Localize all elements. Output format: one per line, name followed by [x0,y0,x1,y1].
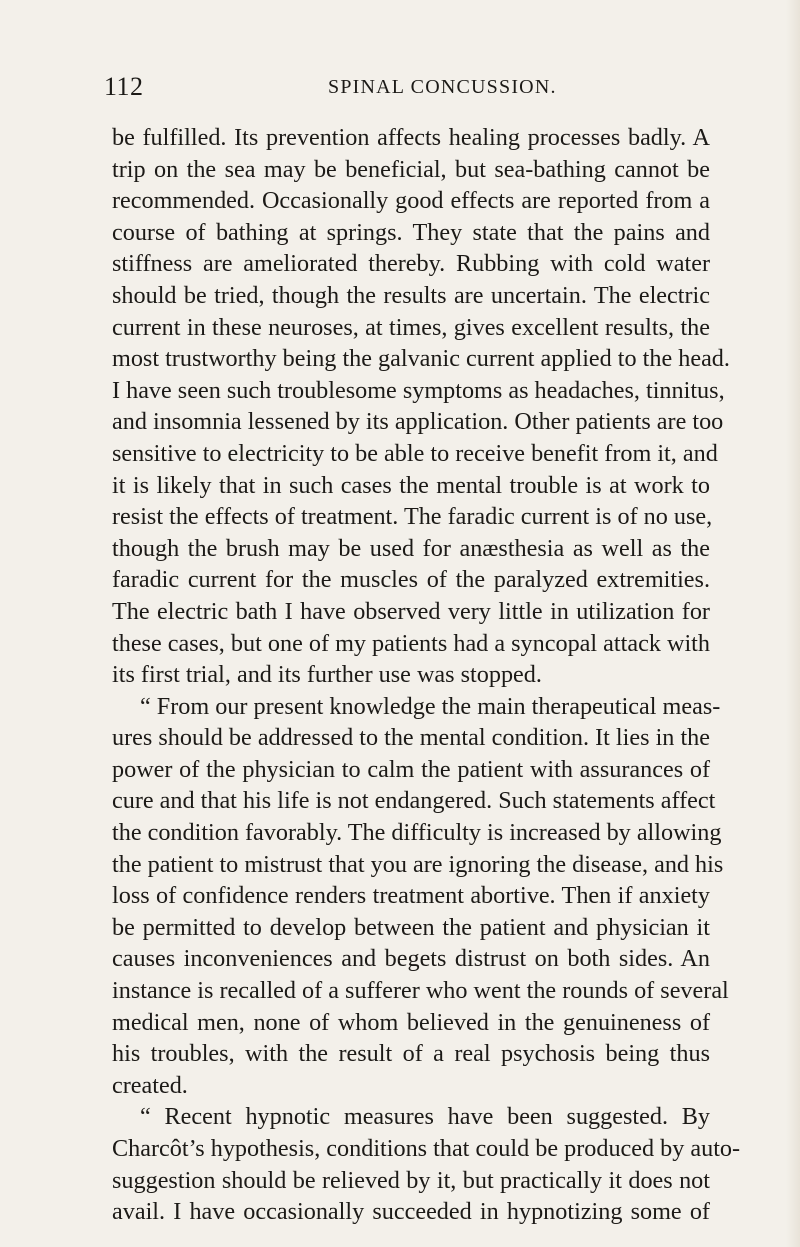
text-line: Charcôt’s hypothesis, conditions that could be produced by auto- [112,1135,741,1162]
text-line: resist the effects of treatment. The faradic current is of no use, [112,503,713,531]
text-line: avail. I have occasionally succeeded in hypnotizing some of [112,1198,710,1226]
text-line: most trustworthy being the galvanic current applied to the head. [112,345,730,373]
text-line: recommended. Occasionally good effects are reported from a [112,187,710,215]
page-number: 112 [104,72,144,101]
text-line: loss of confidence renders treatment abortive. Then if anxiety [112,882,710,910]
page-header [104,72,704,108]
text-line: power of the physician to calm the patient with assurances of [112,755,710,783]
text-line: sensitive to electricity to be able to receive benefit from it, and [112,439,718,467]
text-line: suggestion should be relieved by it, but practically it does not [112,1166,710,1194]
text-line: created. [112,1071,188,1099]
text-line: faradic current for the muscles of the paralyzed extremities. [112,566,710,594]
text-line: instance is recalled of a sufferer who went the rounds of several [112,977,729,1005]
text-line: “ From our present knowledge the main therapeutical meas- [140,692,721,720]
text-line: it is likely that in such cases the mental trouble is at work to [112,471,710,499]
text-line: be permitted to develop between the patient and physician it [112,913,710,941]
text-line: stiffness are ameliorated thereby. Rubbing with cold water [112,250,710,278]
running-head: SPINAL CONCUSSION. [328,76,557,98]
text-line: should be tried, though the results are uncertain. The electric [112,281,710,309]
text-line: medical men, none of whom believed in the genuineness of [112,1008,710,1036]
text-line: its first trial, and its further use was stopped. [112,661,542,689]
text-line: causes inconveniences and begets distrust on both sides. An [112,945,710,973]
text-line: The electric bath I have observed very little in utilization for [112,597,710,625]
text-line: I have seen such troublesome symptoms as headaches, tinnitus, [112,376,725,404]
text-line: and insomnia lessened by its application. Other patients are too [112,408,724,436]
body-text [112,122,741,1228]
text-line: current in these neuroses, at times, gives excellent results, the [112,313,710,341]
text-line: course of bathing at springs. They state that the pains and [112,218,710,246]
text-line: though the brush may be used for anæsthesia as well as the [112,534,710,562]
text-line: ures should be addressed to the mental condition. It lies in the [112,724,710,752]
text-line: these cases, but one of my patients had a syncopal attack with [112,629,710,657]
text-line: the patient to mistrust that you are ignoring the disease, and his [112,850,724,878]
text-line: the condition favorably. The difficulty is increased by allowing [112,819,722,847]
page-edge-shading [786,0,800,1247]
text-line: “ Recent hypnotic measures have been suggested. By [140,1103,710,1131]
text-line: be fulfilled. Its prevention affects healing processes badly. A [112,124,710,151]
text-line: cure and that his life is not endangered. Such statements affect [112,787,716,815]
text-line: trip on the sea may be beneficial, but sea-bathing cannot be [112,155,710,183]
text-line: his troubles, with the result of a real psychosis being thus [112,1040,710,1068]
